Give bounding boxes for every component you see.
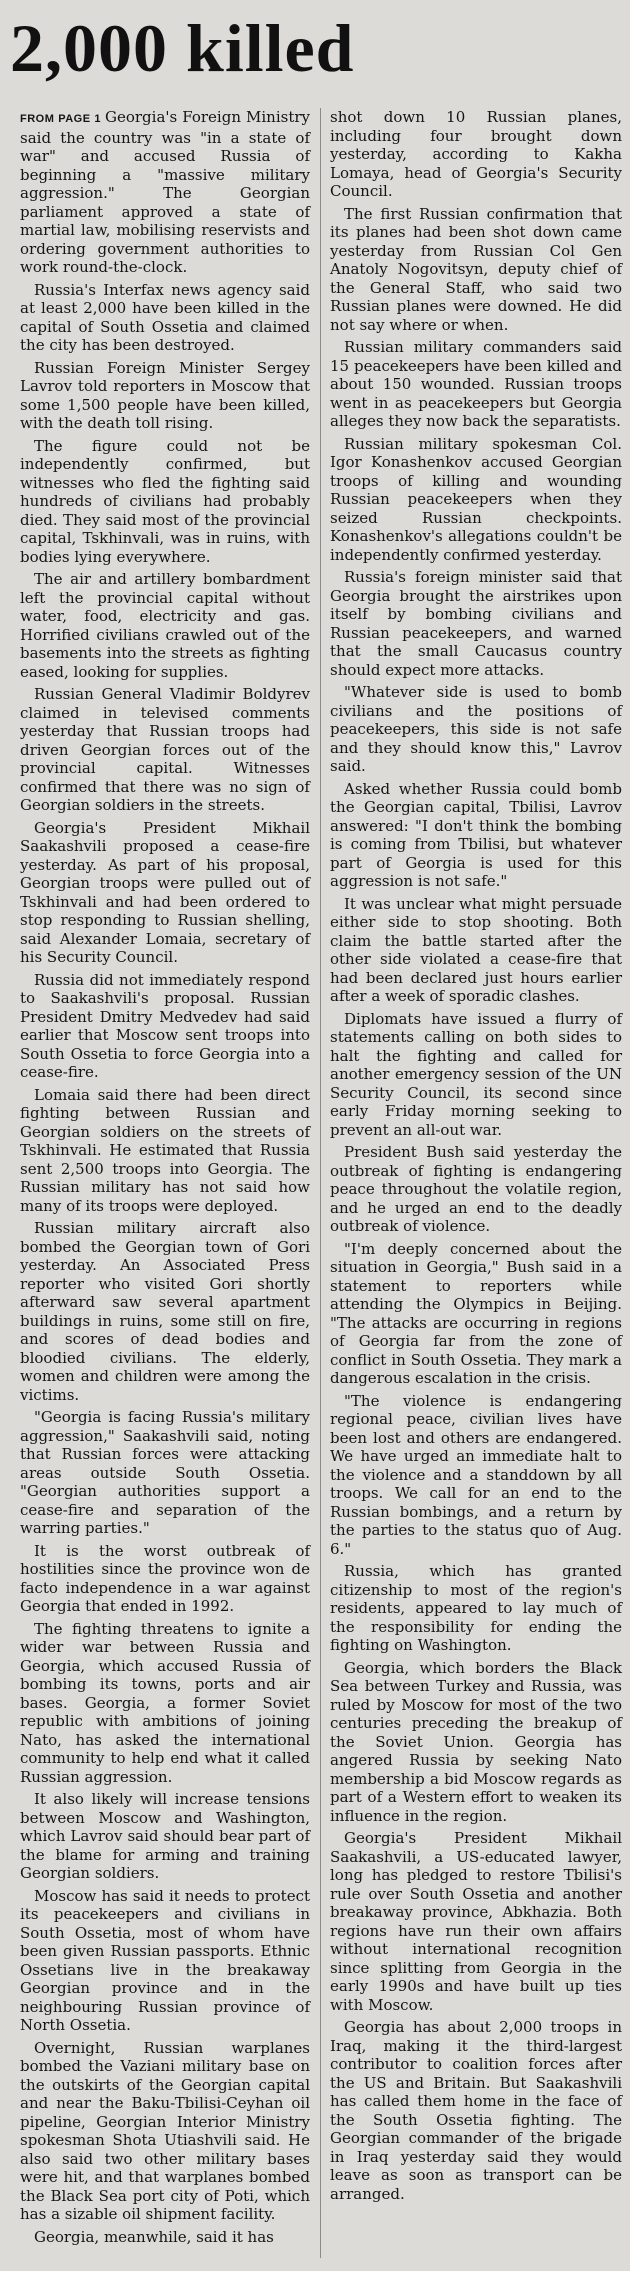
article-column-left — [20, 108, 310, 2250]
paragraph: Russia's Interfax news agency said at least 2,000 have been killed in the capital of South Ossetia and claimed the city has been destroyed. — [20, 280, 310, 354]
paragraph: Russian military spokesman Col. Igor Konashenkov accused Georgian troops of killing and wounding Russian peacekeepers when they seized Russian checkpoints. Konashenkov's allegations couldn't be independently confirmed yesterday. — [330, 434, 622, 564]
paragraph: Georgia, which borders the Black Sea between Turkey and Russia, was ruled by Moscow for most of the two centuries preceding the breakup of the Soviet Union. Georgia has angered Russia by seeking Nato membership a bid Moscow regards as part of a Western effort to weaken its influence in the region. — [330, 1658, 622, 1825]
paragraph: "Georgia is facing Russia's military aggression," Saakashvili said, noting that Russian forces were attacking areas outside South Ossetia. "Georgian authorities support a cease-fire and separation of the warring parties." — [20, 1408, 310, 1537]
paragraph: Russia, which has granted citizenship to most of the region's residents, appeared to lay much of the responsibility for ending the fighting on Washington. — [330, 1562, 622, 1654]
paragraph: The first Russian confirmation that its planes had been shot down came yesterday from Russian Col Gen Anatoly Nogovitsyn, deputy chief of the General Staff, who said two Russian planes were downed. He did not say where or when. — [330, 204, 622, 334]
paragraph: The figure could not be independently confirmed, but witnesses who fled the fighting said hundreds of civilians had probably died. They said most of the provincial capital, Tskhinvali, was in ruins, with bodies lying everywhere. — [20, 436, 310, 566]
paragraph: It is the worst outbreak of hostilities since the province won de facto independence in a war against Georgia that ended in 1992. — [20, 1541, 310, 1615]
column-divider — [320, 108, 321, 2258]
paragraph — [20, 108, 310, 277]
paragraph: It also likely will increase tensions between Moscow and Washington, which Lavrov said should bear part of the blame for arming and training Georgian soldiers. — [20, 1790, 310, 1882]
paragraph: The fighting threatens to ignite a wider war between Russia and Georgia, which accused Russia of bombing its towns, ports and air bases. Georgia, a former Soviet republic with ambitions of joining Nato, has asked the international community to help end what it called Russian aggression. — [20, 1619, 310, 1786]
paragraph: Georgia's President Mikhail Saakashvili proposed a cease-fire yesterday. As part of his proposal, Georgian troops were pulled out of Tskhinvali and had been ordered to stop responding to Russian shelling, said Alexander Lomaia, secretary of his Security Council. — [20, 818, 310, 966]
headline: 2,000 killed — [10, 10, 355, 86]
paragraph-text: Georgia's Foreign Ministry said the country was "in a state of war" and accused Russia of beginning a "massive military aggression." The Georgian parliament approved a state of martial law, mobilising reservists and ordering government authorities to work round-the-clock. — [20, 108, 310, 276]
paragraph: Georgia's President Mikhail Saakashvili, a US-educated lawyer, long has pledged to restore Tbilisi's rule over South Ossetia and another breakaway province, Abkhazia. Both regions have run their own affairs without international recognition since splitting from Georgia in the early 1990s and have built up ties with Moscow. — [330, 1829, 622, 2014]
paragraph: Russia did not immediately respond to Saakashvili's proposal. Russian President Dmitry Medvedev had said earlier that Moscow sent troops into South Ossetia to force Georgia into a cease-fire. — [20, 970, 310, 1081]
paragraph: "Whatever side is used to bomb civilians and the positions of peacekeepers, this side is not safe and they should know this," Lavrov said. — [330, 683, 622, 775]
paragraph: Overnight, Russian warplanes bombed the Vaziani military base on the outskirts of the Georgian capital and near the Baku-Tbilisi-Ceyhan oil pipeline, Georgian Interior Ministry spokesman Shota Utiashvili said. He also said two other military bases were hit, and that warplanes bombed the Black Sea port city of Poti, which has a sizable oil shipment facility. — [20, 2038, 310, 2223]
paragraph: Asked whether Russia could bomb the Georgian capital, Tbilisi, Lavrov answered: "I don't think the bombing is coming from Tbilisi, but whatever part of Georgia is used for this aggression is not safe." — [330, 779, 622, 890]
paragraph: "The violence is endangering regional peace, civilian lives have been lost and others are endangered. We have urged an immediate halt to the violence and a standdown by all troops. We call for an end to the Russian bombings, and a return by the parties to the status quo of Aug. 6." — [330, 1391, 622, 1558]
paragraph: Georgia, meanwhile, said it has — [34, 2227, 274, 2246]
paragraph: The air and artillery bombardment left the provincial capital without water, food, electricity and gas. Horrified civilians crawled out of the basements into the streets as fighting eased, looking for supplies. — [20, 570, 310, 681]
paragraph: Russian General Vladimir Boldyrev claimed in televised comments yesterday that Russian troops had driven Georgian forces out of the provincial capital. Witnesses confirmed that there was no sign of Georgian soldiers in the streets. — [20, 685, 310, 814]
paragraph: Russia's foreign minister said that Georgia brought the airstrikes upon itself by bombing civilians and Russian peacekeepers, and warned that the small Caucasus country should expect more attacks. — [330, 568, 622, 679]
kicker: FROM PAGE 1 — [20, 113, 101, 125]
paragraph: Diplomats have issued a flurry of statements calling on both sides to halt the fighting and called for another emergency session of the UN Security Council, its second since early Friday morning seeking to prevent an all-out war. — [330, 1009, 622, 1139]
paragraph: shot down 10 Russian planes, including four brought down yesterday, according to Kakha Lomaya, head of Georgia's Security Council. — [330, 108, 622, 200]
paragraph: Russian military commanders said 15 peacekeepers have been killed and about 150 wounded. Russian troops went in as peacekeepers but Georgia alleges they now back the separatists. — [330, 338, 622, 430]
paragraph: Russian military aircraft also bombed the Georgian town of Gori yesterday. An Associated Press reporter who visited Gori shortly afterward saw several apartment buildings in ruins, some still on fire, and scores of dead bodies and bloodied civilians. The elderly, women and children were among the victims. — [20, 1219, 310, 1404]
paragraph: Russian Foreign Minister Sergey Lavrov told reporters in Moscow that some 1,500 people have been killed, with the death toll rising. — [20, 358, 310, 432]
paragraph: President Bush said yesterday the outbreak of fighting is endangering peace throughout the volatile region, and he urged an end to the deadly outbreak of violence. — [330, 1143, 622, 1235]
paragraph: Lomaia said there had been direct fighting between Russian and Georgian soldiers on the streets of Tskhinvali. He estimated that Russia sent 2,500 troops into Georgia. The Russian military has not said how many of its troops were deployed. — [20, 1085, 310, 1215]
paragraph: "I'm deeply concerned about the situation in Georgia," Bush said in a statement to reporters while attending the Olympics in Beijing. "The attacks are occurring in regions of Georgia far from the zone of conflict in South Ossetia. They mark a dangerous escalation in the crisis. — [330, 1239, 622, 1387]
paragraph: Georgia has about 2,000 troops in Iraq, making it the third-largest contributor to coalition forces after the US and Britain. But Saakashvili has called them home in the face of the South Ossetia fighting. The Georgian commander of the brigade in Iraq yesterday said they would leave as soon as transport can be arranged. — [330, 2018, 622, 2203]
article-column-right — [330, 108, 622, 2207]
paragraph: Moscow has said it needs to protect its peacekeepers and civilians in South Ossetia, most of whom have been given Russian passports. Ethnic Ossetians live in the breakaway Georgian province and in the neighbouring Russian province of North Ossetia. — [20, 1886, 310, 2034]
paragraph: It was unclear what might persuade either side to stop shooting. Both claim the battle started after the other side violated a cease-fire that had been declared just hours earlier after a week of sporadic clashes. — [330, 894, 622, 1005]
